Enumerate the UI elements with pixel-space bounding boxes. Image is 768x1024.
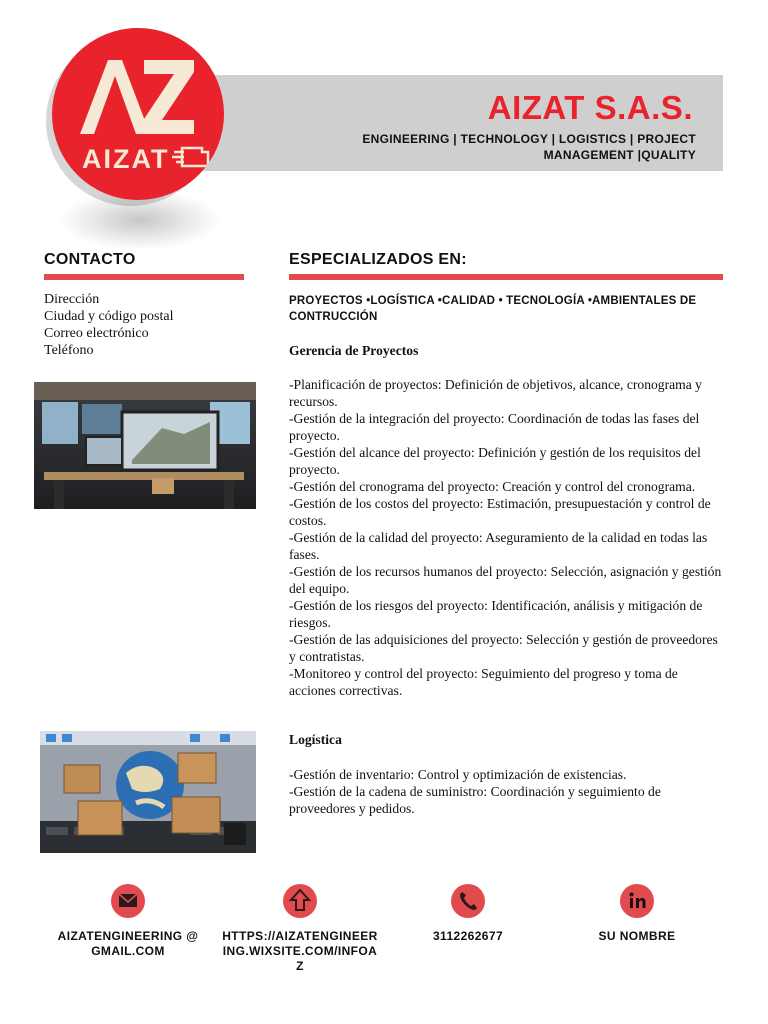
contact-list <box>44 291 174 359</box>
linkedin-label: SU NOMBRE <box>598 929 676 943</box>
specialties-list: PROYECTOS •LOGÍSTICA •CALIDAD • TECNOLOGÍA •AMBIENTALES DE CONTRUCCIÓN <box>289 295 697 323</box>
phone-icon <box>451 884 485 918</box>
website-label: HTTPS://AIZATENGINEERING.WIXSITE.COM/INFOAZ <box>222 929 378 973</box>
list-item: -Gestión de las adquisiciones del proyecto: Selección y gestión de proveedores y contratistas. <box>289 632 718 664</box>
header-band <box>190 75 723 171</box>
svg-text:AIZAT: AIZAT <box>82 144 170 174</box>
list-item: -Gestión de inventario: Control y optimización de existencias. <box>289 767 627 782</box>
list-item: -Gestión de la cadena de suministro: Coordinación y seguimiento de proveedores y pedidos. <box>289 784 661 816</box>
list-item: -Gestión del alcance del proyecto: Definición y gestión de los requisitos del proyecto. <box>289 445 701 477</box>
contact-email: Correo electrónico <box>44 326 149 341</box>
company-name: AIZAT S.A.S. <box>487 89 693 126</box>
project-management-heading: Gerencia de Proyectos <box>289 343 419 358</box>
footer-phone[interactable] <box>393 884 543 944</box>
list-item: -Gestión de los costos del proyecto: Estimación, presupuestación y control de costos. <box>289 496 711 528</box>
logistics-image <box>40 731 256 853</box>
project-management-list <box>289 376 727 699</box>
list-item: -Gestión de la integración del proyecto: Coordinación de todas las fases del proyecto. <box>289 411 700 443</box>
specialized-divider <box>289 274 723 280</box>
mail-icon <box>111 884 145 918</box>
list-item: -Gestión de los recursos humanos del proyecto: Selección, asignación y gestión del equipo. <box>289 564 722 596</box>
list-item: -Gestión de la calidad del proyecto: Aseguramiento de la calidad en todas las fases. <box>289 530 708 562</box>
phone-label: 3112262677 <box>432 929 504 943</box>
contact-title: CONTACTO <box>44 251 136 268</box>
contact-divider <box>44 274 244 280</box>
logistics-heading: Logística <box>289 732 342 747</box>
company-logo <box>52 28 224 200</box>
upload-arrow-icon <box>283 884 317 918</box>
linkedin-icon <box>620 884 654 918</box>
footer-website[interactable] <box>222 884 378 974</box>
contact-phone: Teléfono <box>44 343 94 358</box>
list-item: -Monitoreo y control del proyecto: Seguimiento del progreso y toma de acciones correctivas. <box>289 666 678 698</box>
footer-linkedin[interactable] <box>562 884 712 944</box>
specialized-title: ESPECIALIZADOS EN: <box>289 251 467 268</box>
list-item: -Planificación de proyectos: Definición de objetivos, alcance, cronograma y recursos. <box>289 377 702 409</box>
logo-monogram-icon <box>52 28 224 200</box>
list-item: -Gestión del cronograma del proyecto: Creación y control del cronograma. <box>289 479 696 494</box>
contact-city-postal: Ciudad y código postal <box>44 309 174 324</box>
list-item: -Gestión de los riesgos del proyecto: Identificación, análisis y mitigación de riesgos. <box>289 598 703 630</box>
email-label: AIZATENGINEERING @GMAIL.COM <box>57 929 199 958</box>
contact-address: Dirección <box>44 292 100 307</box>
company-tagline: ENGINEERING | TECHNOLOGY | LOGISTICS | PROJECT MANAGEMENT |QUALITY <box>362 132 696 162</box>
office-workspace-image <box>34 382 256 509</box>
logistics-list <box>289 766 727 817</box>
footer-email[interactable] <box>53 884 203 959</box>
